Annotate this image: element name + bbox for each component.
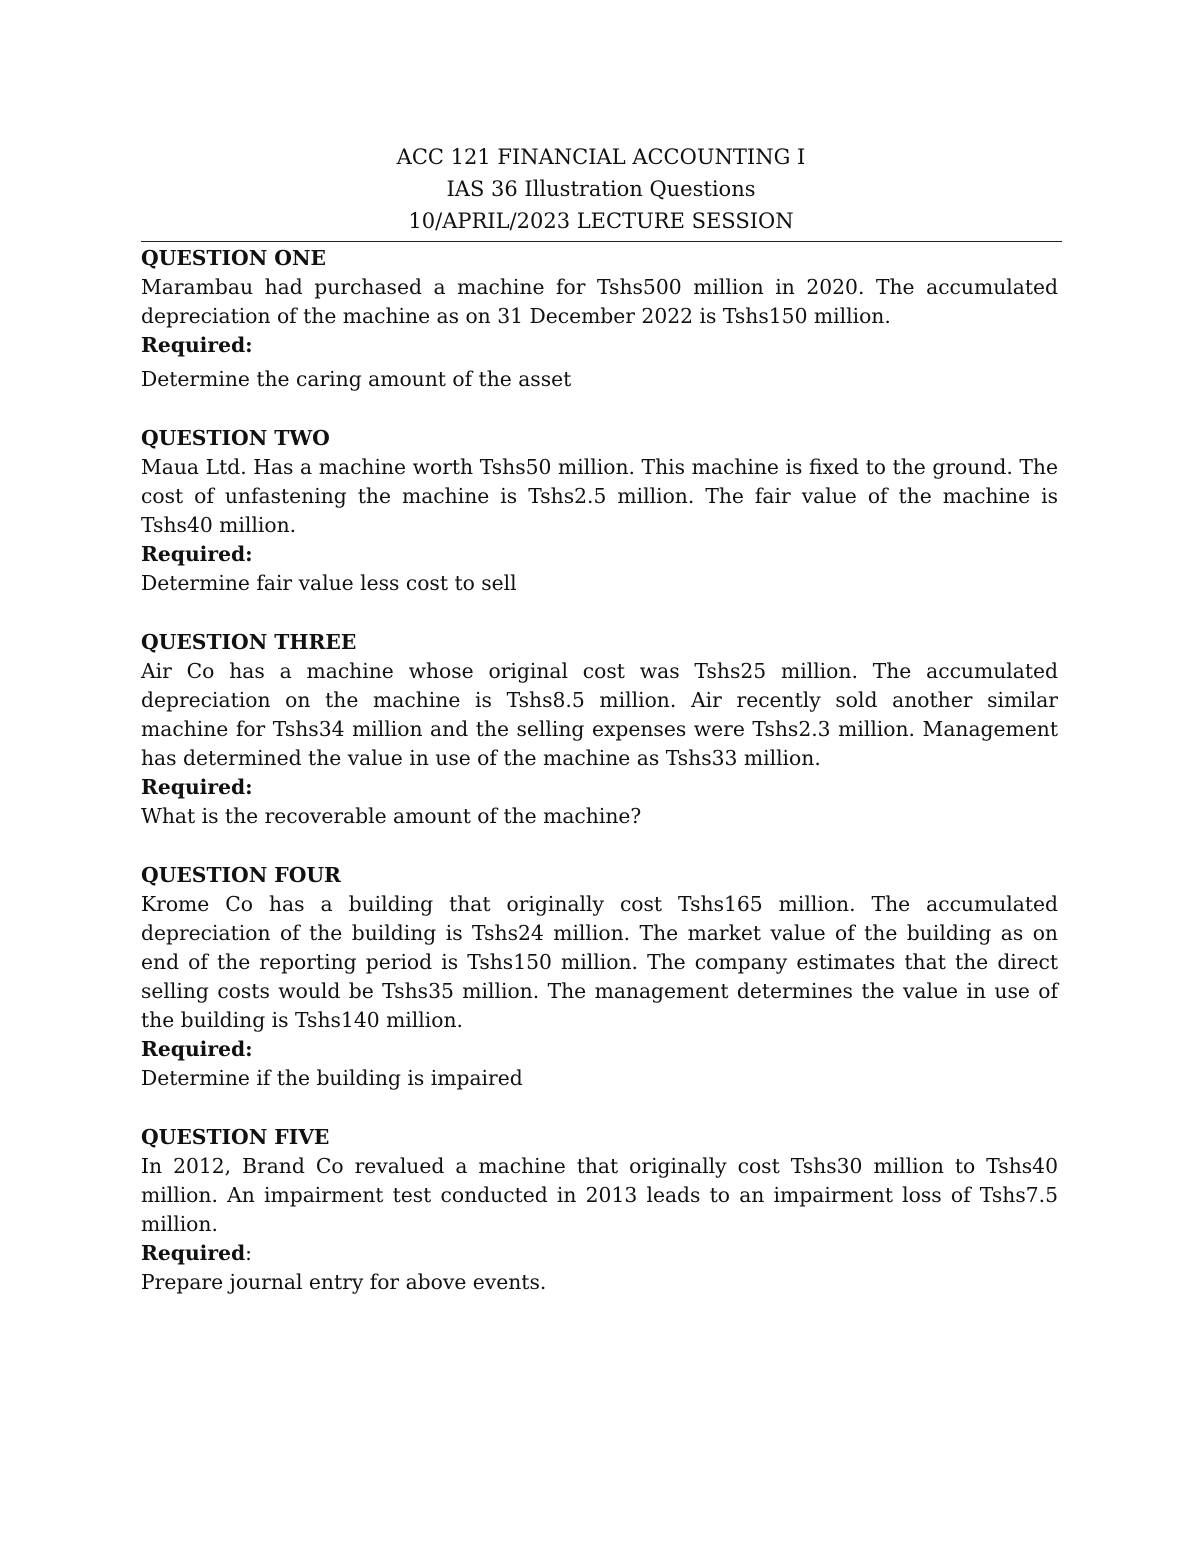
- question-task: Determine the caring amount of the asset: [141, 367, 572, 391]
- question-three: [141, 628, 1058, 831]
- question-task: What is the recoverable amount of the machine?: [141, 804, 642, 828]
- question-title: QUESTION ONE: [141, 246, 326, 270]
- question-body: In 2012, Brand Co revalued a machine that originally cost Tshs30 million to Tshs40 million. An impairment test conducted in 2013 leads to an impairment loss of Tshs7.5 million.: [141, 1154, 1058, 1236]
- question-title: QUESTION FOUR: [141, 863, 341, 887]
- question-title: QUESTION FIVE: [141, 1125, 330, 1149]
- required-label-colon: :: [245, 1241, 253, 1265]
- course-title: ACC 121 FINANCIAL ACCOUNTING I: [396, 145, 806, 169]
- required-label: Required:: [141, 1037, 253, 1061]
- required-label: Required:: [141, 333, 253, 357]
- questions-section: [141, 244, 1058, 1327]
- question-task: Prepare journal entry for above events.: [141, 1270, 547, 1294]
- question-body: Air Co has a machine whose original cost was Tshs25 million. The accumulated depreciation on the machine is Tshs8.5 million. Air recently sold another similar machine for Tshs34 million and the selling expenses were Tshs2.3 million. Management has determined the value in use of the machine as Tshs33 million.: [141, 659, 1058, 770]
- required-label: [141, 1239, 1058, 1268]
- question-body: Maua Ltd. Has a machine worth Tshs50 million. This machine is fixed to the ground. The cost of unfastening the machine is Tshs2.5 million. The fair value of the machine is Tshs40 million.: [141, 455, 1058, 537]
- required-label: Required:: [141, 542, 253, 566]
- session-date: 10/APRIL/2023 LECTURE SESSION: [408, 209, 794, 233]
- question-body: Marambau had purchased a machine for Tshs500 million in 2020. The accumulated depreciation of the machine as on 31 December 2022 is Tshs150 million.: [141, 275, 1058, 328]
- question-task: Determine fair value less cost to sell: [141, 571, 517, 595]
- question-title: QUESTION TWO: [141, 426, 330, 450]
- question-five: [141, 1123, 1058, 1297]
- question-one: [141, 244, 1058, 394]
- required-label-text: Required: [141, 1241, 246, 1265]
- question-task: Determine if the building is impaired: [141, 1066, 523, 1090]
- question-two: [141, 424, 1058, 598]
- question-body: Krome Co has a building that originally cost Tshs165 million. The accumulated depreciation of the building is Tshs24 million. The market value of the building as on end of the reporting period is Tshs150 million. The company estimates that the direct selling costs would be Tshs35 million. The management determines the value in use of the building is Tshs140 million.: [141, 892, 1058, 1032]
- document-subtitle: IAS 36 Illustration Questions: [446, 177, 756, 201]
- question-title: QUESTION THREE: [141, 630, 357, 654]
- question-four: [141, 861, 1058, 1093]
- header-divider: [141, 241, 1062, 242]
- document-header: [141, 141, 1061, 237]
- required-label: Required:: [141, 775, 253, 799]
